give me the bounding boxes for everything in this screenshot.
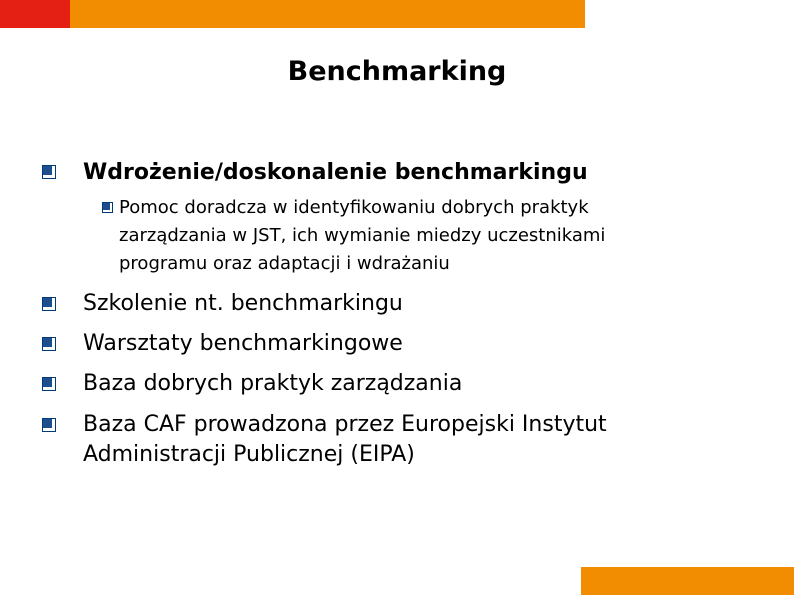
top-red-bar	[0, 0, 70, 28]
square-bullet-icon	[102, 202, 113, 213]
square-bullet-icon	[42, 297, 56, 311]
level2-line: zarządzania w JST, ich wymianie miedzy uczestnikami	[119, 225, 606, 246]
bullet-item: Baza dobrych praktyk zarządzania	[83, 371, 463, 396]
level2-line: Pomoc doradcza w identyfikowaniu dobrych praktyk	[119, 197, 589, 218]
level2-line: programu oraz adaptacji i wdrażaniu	[119, 253, 450, 274]
level2-item	[119, 194, 605, 278]
bullet-line: Administracji Publicznej (EIPA)	[83, 442, 415, 467]
square-bullet-icon	[42, 165, 56, 179]
slide-title: Benchmarking	[287, 56, 507, 87]
square-bullet-icon	[42, 377, 56, 391]
bullet-item: Warsztaty benchmarkingowe	[83, 331, 403, 356]
level1-item: Wdrożenie/doskonalenie benchmarkingu	[83, 160, 588, 185]
bottom-orange-bar	[581, 567, 794, 595]
square-bullet-icon	[42, 418, 56, 432]
top-orange-bar	[70, 0, 585, 28]
bullet-item-multiline	[83, 410, 607, 470]
bullet-item: Szkolenie nt. benchmarkingu	[83, 291, 403, 316]
bullet-line: Baza CAF prowadzona przez Europejski Instytut	[83, 412, 607, 437]
square-bullet-icon	[42, 337, 56, 351]
